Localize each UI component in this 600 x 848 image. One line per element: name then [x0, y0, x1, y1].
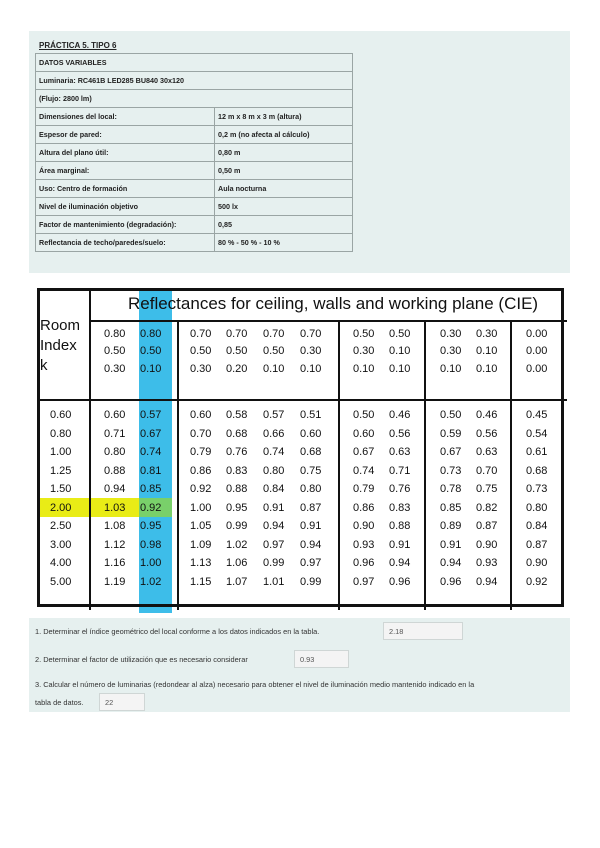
- utilization-factor-cell: 0.96: [353, 557, 375, 569]
- utilization-factor-cell: 0.86: [190, 465, 212, 477]
- utilization-factor-cell: 0.83: [389, 502, 411, 514]
- row-label: Área marginal:: [36, 162, 215, 180]
- reflectance-header-cell: 0.30: [353, 345, 375, 357]
- utilization-factor-cell: 0.70: [190, 428, 212, 440]
- utilization-factor-cell: 0.84: [263, 483, 285, 495]
- reflectance-header-cell: 0.30: [440, 328, 462, 340]
- utilization-factor-cell: 1.02: [140, 576, 162, 588]
- reflectance-header-cell: 0.10: [353, 363, 375, 375]
- utilization-factor-cell: 0.98: [140, 539, 162, 551]
- reflectance-header-cell: 0.70: [226, 328, 248, 340]
- utilization-factor-cell: 0.73: [526, 483, 548, 495]
- utilization-factor-cell: 0.58: [226, 409, 248, 421]
- question-1: 1. Determinar el índice geométrico del local conforme a los datos indicados en la tabla.: [35, 627, 320, 636]
- row-label: Factor de mantenimiento (degradación):: [36, 216, 215, 234]
- utilization-factor-cell: 0.76: [389, 483, 411, 495]
- reflectance-title: Reflectances for ceiling, walls and working plane (CIE): [128, 294, 539, 313]
- reflectance-header-cell: 0.30: [104, 363, 126, 375]
- utilization-factor-cell: 0.46: [389, 409, 411, 421]
- room-index-cell: 1.50: [50, 483, 72, 495]
- utilization-factor-cell: 0.94: [440, 557, 462, 569]
- utilization-factor-cell: 0.94: [389, 557, 411, 569]
- column-divider: [338, 320, 340, 610]
- reflectance-header-cell: 0.10: [440, 363, 462, 375]
- utilization-factor-cell: 0.83: [226, 465, 248, 477]
- utilization-factor-cell: 0.63: [389, 446, 411, 458]
- reflectance-header-cell: 0.50: [104, 345, 126, 357]
- utilization-factor-cell: 0.90: [353, 520, 375, 532]
- room-index-cell: 1.00: [50, 446, 72, 458]
- utilization-factor-cell: 0.61: [526, 446, 548, 458]
- room-index-cell: 2.50: [50, 520, 72, 532]
- utilization-factor-cell: 0.80: [526, 502, 548, 514]
- utilization-factor-cell: 0.99: [300, 576, 322, 588]
- practice-title: PRÁCTICA 5. TIPO 6: [39, 41, 117, 50]
- answer-1-input[interactable]: 2.18: [383, 622, 463, 640]
- utilization-factor-cell: 0.85: [140, 483, 162, 495]
- answer-2-input[interactable]: 0.93: [294, 650, 349, 668]
- utilization-factor-cell: 0.68: [226, 428, 248, 440]
- reflectance-header-cell: 0.50: [190, 345, 212, 357]
- utilization-factor-cell: 0.88: [226, 483, 248, 495]
- room-label-line: Room: [40, 317, 81, 334]
- row-value: 80 % - 50 % - 10 %: [215, 234, 353, 252]
- utilization-factor-cell: 1.03: [104, 502, 126, 514]
- utilization-factor-cell: 0.57: [263, 409, 285, 421]
- utilization-factor-cell: 0.67: [353, 446, 375, 458]
- utilization-factor-cell: 0.87: [526, 539, 548, 551]
- utilization-factor-cell: 0.88: [104, 465, 126, 477]
- utilization-factor-cell: 1.00: [140, 557, 162, 569]
- table-row: [36, 72, 353, 90]
- utilization-factor-cell: 0.92: [140, 502, 162, 514]
- reflectance-header-cell: 0.10: [263, 363, 285, 375]
- utilization-factor-cell: 1.19: [104, 576, 126, 588]
- utilization-factor-cell: 0.92: [190, 483, 212, 495]
- utilization-factor-cell: 0.76: [226, 446, 248, 458]
- room-index-cell: 0.80: [50, 428, 72, 440]
- utilization-factor-cell: 0.50: [440, 409, 462, 421]
- row-label: Reflectancia de techo/paredes/suelo:: [36, 234, 215, 252]
- room-index-cell: 2.00: [50, 502, 72, 514]
- utilization-factor-cell: 0.46: [476, 409, 498, 421]
- reflectance-header-cell: 0.80: [140, 328, 162, 340]
- row-label: Uso: Centro de formación: [36, 180, 215, 198]
- utilization-factor-cell: 0.89: [440, 520, 462, 532]
- reflectance-header-cell: 0.10: [140, 363, 162, 375]
- reflectance-header-cell: 0.70: [300, 328, 322, 340]
- room-label-line: k: [40, 357, 48, 374]
- utilization-factor-cell: 0.88: [389, 520, 411, 532]
- room-index-label: [40, 316, 80, 376]
- answer-3-input[interactable]: 22: [99, 693, 145, 711]
- row-value: 12 m x 8 m x 3 m (altura): [215, 108, 353, 126]
- title-divider: [90, 320, 567, 322]
- room-index-cell: 5.00: [50, 576, 72, 588]
- utilization-factor-cell: 0.67: [440, 446, 462, 458]
- utilization-factor-cell: 1.13: [190, 557, 212, 569]
- utilization-factor-cell: 1.12: [104, 539, 126, 551]
- variable-data-table: [35, 53, 353, 252]
- reflectance-header-cell: 0.10: [476, 345, 498, 357]
- utilization-factor-cell: 0.79: [353, 483, 375, 495]
- utilization-factor-cell: 0.63: [476, 446, 498, 458]
- reflectance-header-cell: 0.70: [190, 328, 212, 340]
- row-value: Aula nocturna: [215, 180, 353, 198]
- utilization-factor-cell: 0.93: [476, 557, 498, 569]
- utilization-factor-cell: 0.99: [263, 557, 285, 569]
- utilization-factor-cell: 1.07: [226, 576, 248, 588]
- utilization-factor-cell: 0.71: [104, 428, 126, 440]
- reflectance-header-cell: 0.50: [140, 345, 162, 357]
- utilization-factor-cell: 0.94: [300, 539, 322, 551]
- table-row: [36, 90, 353, 108]
- utilization-factor-cell: 0.67: [140, 428, 162, 440]
- table-row: [36, 108, 353, 126]
- utilization-factor-cell: 0.80: [104, 446, 126, 458]
- utilization-factor-cell: 0.87: [476, 520, 498, 532]
- utilization-factor-cell: 0.73: [440, 465, 462, 477]
- table-row: [36, 198, 353, 216]
- table-row: [36, 180, 353, 198]
- utilization-factor-cell: 1.16: [104, 557, 126, 569]
- utilization-factor-cell: 0.78: [440, 483, 462, 495]
- utilization-factor-cell: 1.05: [190, 520, 212, 532]
- luminaire-cell: Luminaria: RC461B LED285 BU840 30x120: [36, 72, 353, 90]
- utilization-factor-cell: 0.68: [526, 465, 548, 477]
- utilization-factor-cell: 0.80: [263, 465, 285, 477]
- utilization-factor-cell: 0.79: [190, 446, 212, 458]
- column-divider: [177, 320, 179, 610]
- row-value: 0,2 m (no afecta al cálculo): [215, 126, 353, 144]
- row-label: Espesor de pared:: [36, 126, 215, 144]
- utilization-factor-cell: 1.01: [263, 576, 285, 588]
- utilization-factor-cell: 0.56: [476, 428, 498, 440]
- row-label: Dimensiones del local:: [36, 108, 215, 126]
- utilization-factor-cell: 0.95: [140, 520, 162, 532]
- utilization-factor-cell: 0.94: [263, 520, 285, 532]
- table-row: [36, 144, 353, 162]
- utilization-factor-cell: 0.97: [300, 557, 322, 569]
- utilization-factor-cell: 0.54: [526, 428, 548, 440]
- reflectance-header-cell: 0.50: [389, 328, 411, 340]
- utilization-factor-cell: 0.59: [440, 428, 462, 440]
- utilization-factor-cell: 0.84: [526, 520, 548, 532]
- column-divider: [424, 320, 426, 610]
- row-value: 0,50 m: [215, 162, 353, 180]
- question-3-cont: tabla de datos.: [35, 698, 84, 707]
- utilization-factor-cell: 0.80: [300, 483, 322, 495]
- utilization-factor-cell: 0.91: [440, 539, 462, 551]
- column-divider: [510, 320, 512, 610]
- utilization-factor-cell: 1.09: [190, 539, 212, 551]
- utilization-factor-cell: 0.75: [476, 483, 498, 495]
- utilization-factor-cell: 0.81: [140, 465, 162, 477]
- table-row: [36, 162, 353, 180]
- room-index-cell: 1.25: [50, 465, 72, 477]
- row-label: Nivel de iluminación objetivo: [36, 198, 215, 216]
- utilization-factor-cell: 0.99: [226, 520, 248, 532]
- room-index-cell: 3.00: [50, 539, 72, 551]
- reflectance-header-cell: 0.00: [526, 363, 548, 375]
- questions-panel: [29, 618, 570, 712]
- utilization-factor-cell: 0.90: [476, 539, 498, 551]
- utilization-factor-cell: 0.94: [104, 483, 126, 495]
- utilization-factor-cell: 0.85: [440, 502, 462, 514]
- utilization-factor-cell: 0.97: [263, 539, 285, 551]
- utilization-factor-cell: 1.00: [190, 502, 212, 514]
- utilization-factor-cell: 0.86: [353, 502, 375, 514]
- room-label-line: Index: [40, 337, 77, 354]
- reflectance-header-cell: 0.50: [353, 328, 375, 340]
- table-row: [36, 54, 353, 72]
- room-index-cell: 0.60: [50, 409, 72, 421]
- utilization-factor-cell: 0.92: [526, 576, 548, 588]
- utilization-factor-cell: 0.97: [353, 576, 375, 588]
- utilization-factor-cell: 0.90: [526, 557, 548, 569]
- utilization-factor-cell: 1.06: [226, 557, 248, 569]
- reflectance-header-cell: 0.00: [526, 345, 548, 357]
- row-value: 500 lx: [215, 198, 353, 216]
- utilization-factor-cell: 0.91: [389, 539, 411, 551]
- utilization-factor-cell: 1.02: [226, 539, 248, 551]
- utilization-factor-cell: 0.45: [526, 409, 548, 421]
- question-2: 2. Determinar el factor de utilización que es necesario considerar: [35, 655, 248, 664]
- reflectance-header-cell: 0.50: [226, 345, 248, 357]
- utilization-factor-cell: 0.68: [300, 446, 322, 458]
- room-index-cell: 4.00: [50, 557, 72, 569]
- header-divider: [37, 399, 567, 401]
- reflectance-header-cell: 0.70: [263, 328, 285, 340]
- reflectance-header-cell: 0.10: [476, 363, 498, 375]
- utilization-factor-cell: 0.56: [389, 428, 411, 440]
- data-panel: [29, 31, 570, 273]
- row-label: Altura del plano útil:: [36, 144, 215, 162]
- reflectance-header-cell: 0.20: [226, 363, 248, 375]
- utilization-factor-cell: 0.94: [476, 576, 498, 588]
- reflectance-header-cell: 0.30: [476, 328, 498, 340]
- reflectance-header-cell: 0.10: [389, 363, 411, 375]
- utilization-factor-cell: 0.96: [440, 576, 462, 588]
- utilization-factor-cell: 0.87: [300, 502, 322, 514]
- table-row: [36, 216, 353, 234]
- utilization-factor-cell: 1.15: [190, 576, 212, 588]
- utilization-factor-cell: 1.08: [104, 520, 126, 532]
- utilization-factor-cell: 0.60: [353, 428, 375, 440]
- reflectance-header-cell: 0.80: [104, 328, 126, 340]
- reflectance-header-cell: 0.10: [300, 363, 322, 375]
- question-3: 3. Calcular el número de luminarias (redondear al alza) necesario para obtener el nivel de iluminación medio mantenido indicado en la: [35, 680, 475, 689]
- row-value: 0,80 m: [215, 144, 353, 162]
- utilization-factor-cell: 0.57: [140, 409, 162, 421]
- flux-cell: (Flujo: 2800 lm): [36, 90, 353, 108]
- utilization-factor-cell: 0.91: [300, 520, 322, 532]
- reflectance-header-cell: 0.00: [526, 328, 548, 340]
- utilization-factor-cell: 0.60: [104, 409, 126, 421]
- utilization-factor-cell: 0.50: [353, 409, 375, 421]
- table-row: [36, 234, 353, 252]
- utilization-factor-cell: 0.95: [226, 502, 248, 514]
- reflectance-header-cell: 0.30: [300, 345, 322, 357]
- utilization-factor-cell: 0.74: [263, 446, 285, 458]
- reflectance-header-cell: 0.10: [389, 345, 411, 357]
- utilization-factor-cell: 0.74: [353, 465, 375, 477]
- utilization-factor-cell: 0.71: [389, 465, 411, 477]
- utilization-factor-cell: 0.66: [263, 428, 285, 440]
- utilization-factor-cell: 0.75: [300, 465, 322, 477]
- utilization-factor-cell: 0.96: [389, 576, 411, 588]
- reflectance-header-cell: 0.50: [263, 345, 285, 357]
- utilization-factor-cell: 0.91: [263, 502, 285, 514]
- header-cell: DATOS VARIABLES: [36, 54, 353, 72]
- reflectance-header-cell: 0.30: [440, 345, 462, 357]
- utilization-factor-cell: 0.70: [476, 465, 498, 477]
- row-value: 0,85: [215, 216, 353, 234]
- utilization-factor-cell: 0.93: [353, 539, 375, 551]
- utilization-factor-cell: 0.51: [300, 409, 322, 421]
- utilization-factor-cell: 0.74: [140, 446, 162, 458]
- utilization-factor-cell: 0.82: [476, 502, 498, 514]
- table-row: [36, 126, 353, 144]
- utilization-factor-cell: 0.60: [300, 428, 322, 440]
- reflectance-header-cell: 0.30: [190, 363, 212, 375]
- utilization-factor-cell: 0.60: [190, 409, 212, 421]
- column-divider: [89, 290, 91, 610]
